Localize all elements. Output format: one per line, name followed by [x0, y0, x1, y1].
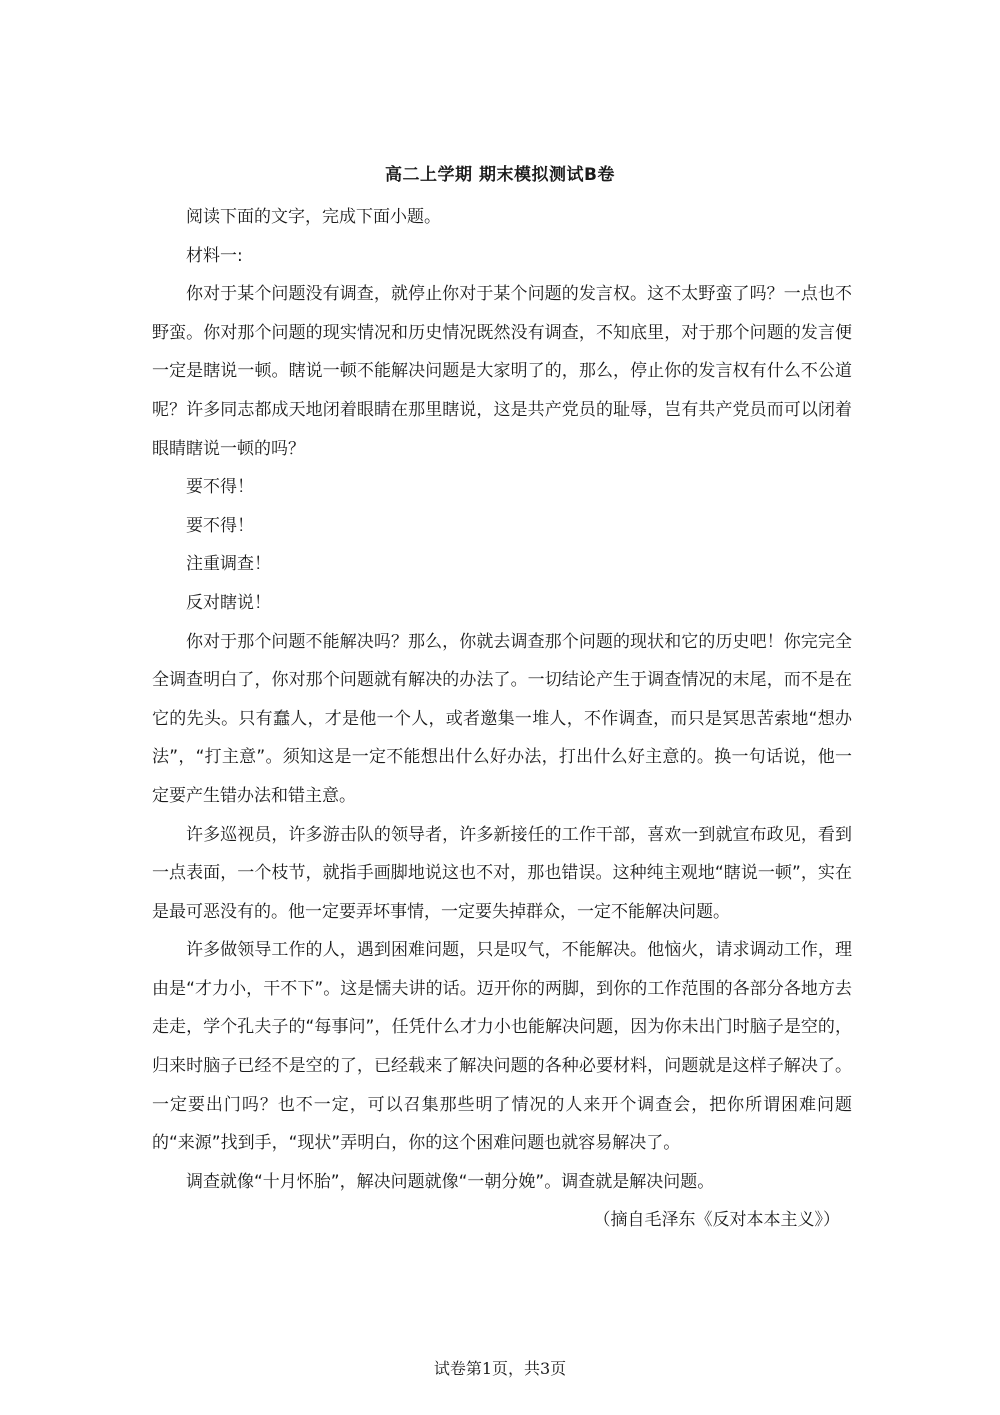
- paragraph-3: 要不得！: [186, 515, 254, 536]
- paragraph-7: 许多巡视员，许多游击队的领导者，许多新接任的工作干部，喜欢一到就宣布政见，看到一点表面，一个枝节，就指手画脚地说这也不对，那也错误。这种纯主观地“瞎说一顿”，实在是最可恶没有的。他一定要弄坏事情，一定要失掉群众，一定不能解决问题。: [152, 824, 852, 922]
- source-citation: （摘自毛泽东《反对本本主义》）: [593, 1210, 840, 1231]
- page-title: 高二上学期 期末模拟测试B卷: [385, 165, 615, 185]
- paragraph-4: 注重调查！: [186, 554, 271, 575]
- paragraph-8: 许多做领导工作的人，遇到困难问题，只是叹气，不能解决。他恼火，请求调动工作，理由是“才力小，干不下”。这是懦夫讲的话。迈开你的两脚，到你的工作范围的各部分各地方去走走，学个孔夫子的“每事问”，任凭什么才力小也能解决问题，因为你未出门时脑子是空的，归来时脑子已经不是空的了，已经载来了解决问题的各种必要材料，问题就是这样子解决了。一定要出门吗？也不一定，可以召集那些明了情况的人来开个调查会，把你所谓困难问题的“来源”找到手，“现状”弄明白，你的这个困难问题也就容易解决了。: [152, 940, 852, 1154]
- paragraph-6: 你对于那个问题不能解决吗？那么，你就去调查那个问题的现状和它的历史吧！你完完全全调查明白了，你对那个问题就有解决的办法了。一切结论产生于调查情况的末尾，而不是在它的先头。只有蠢人，才是他一个人，或者邀集一堆人，不作调查，而只是冥思苦索地“想办法”，“打主意”。须知这是一定不能想出什么好办法，打出什么好主意的。换一句话说，他一定要产生错办法和错主意。: [152, 631, 852, 806]
- paragraph-1: 你对于某个问题没有调查，就停止你对于某个问题的发言权。这不太野蛮了吗？一点也不野蛮。你对那个问题的现实情况和历史情况既然没有调查，不知底里，对于那个问题的发言便一定是瞎说一顿。瞎说一顿不能解决问题是大家明了的，那么，停止你的发言权有什么不公道呢？许多同志都成天地闭着眼睛在那里瞎说，这是共产党员的耻辱，岂有共产党员而可以闭着眼睛瞎说一顿的吗？: [152, 284, 852, 459]
- paragraph-9: 调查就像“十月怀胎”，解决问题就像“一朝分娩”。调查就是解决问题。: [186, 1171, 715, 1192]
- material-label: 材料一:: [186, 245, 243, 266]
- paragraph-5: 反对瞎说！: [186, 592, 271, 613]
- instruction-text: 阅读下面的文字，完成下面小题。: [186, 207, 441, 227]
- page-footer: 试卷第1页，共3页: [433, 1359, 567, 1378]
- document-body: [152, 198, 852, 1240]
- paragraph-2: 要不得！: [186, 477, 254, 498]
